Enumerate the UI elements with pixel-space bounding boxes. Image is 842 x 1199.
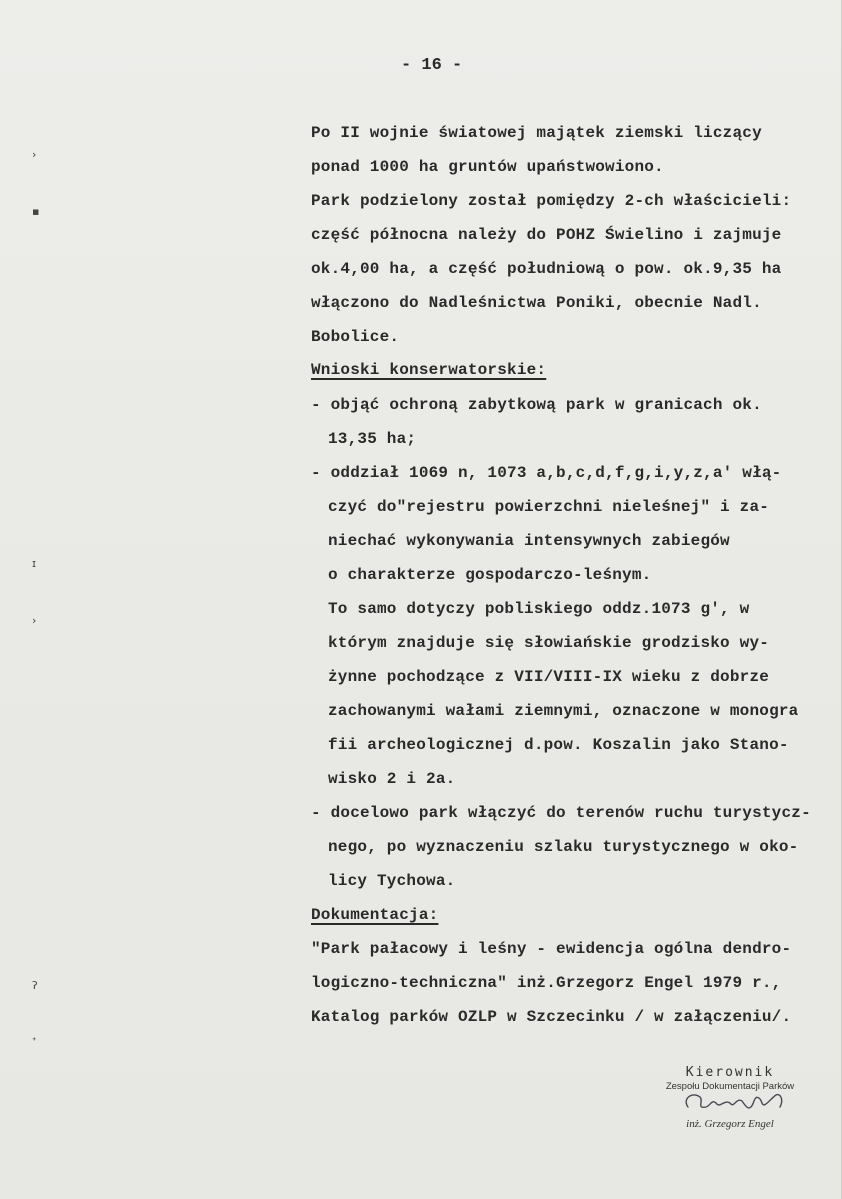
margin-mark: ʔ: [32, 979, 38, 992]
text-line: licy Tychowa.: [328, 872, 456, 890]
stamp-title: Kierownik: [685, 1065, 775, 1080]
text-line: Park podzielony został pomiędzy 2-ch właścicieli:: [311, 192, 792, 210]
text-line: fii archeologicznej d.pow. Koszalin jako Stano-: [328, 736, 789, 754]
margin-mark: ɪ: [32, 557, 37, 570]
text-line: - docelowo park włączyć do terenów ruchu turystycz-: [311, 804, 811, 822]
text-line: o charakterze gospodarczo-leśnym.: [328, 566, 652, 584]
margin-mark: ›: [32, 148, 37, 161]
section-heading-documentation: Dokumentacja:: [311, 906, 439, 924]
text-line: niechać wykonywania intensywnych zabiegów: [328, 532, 730, 550]
text-line: wisko 2 i 2a.: [328, 770, 456, 788]
text-line: Katalog parków OZLP w Szczecinku / w załączeniu/.: [311, 1008, 792, 1026]
text-line: 13,35 ha;: [328, 430, 417, 448]
handwritten-signature: [680, 1087, 790, 1117]
margin-mark: ᐩ: [32, 1035, 37, 1048]
text-line: "Park pałacowy i leśny - ewidencja ogólna dendro-: [311, 940, 792, 958]
text-line: zachowanymi wałami ziemnymi, oznaczone w monogra: [328, 702, 799, 720]
text-line: żynne pochodzące z VII/VIII-IX wieku z dobrze: [328, 668, 770, 686]
stamp-unit: Zespołu Dokumentacji Parków: [665, 1081, 795, 1092]
margin-mark: ▪: [32, 205, 40, 218]
text-line: nego, po wyznaczeniu szlaku turystycznego w oko-: [328, 838, 799, 856]
text-line: Po II wojnie światowej majątek ziemski liczący: [311, 124, 762, 142]
stamp-name: inż. Grzegorz Engel: [686, 1118, 774, 1130]
text-line: logiczno-techniczna" inż.Grzegorz Engel 1979 r.,: [311, 974, 782, 992]
text-line: którym znajduje się słowiańskie grodzisko wy-: [328, 634, 770, 652]
text-line: czyć do"rejestru powierzchni nieleśnej" i za-: [328, 498, 770, 516]
text-line: część północna należy do POHZ Świelino i zajmuje: [311, 226, 782, 244]
page-number: - 16 -: [401, 56, 463, 75]
margin-mark: ›: [32, 614, 37, 627]
text-line: To samo dotyczy pobliskiego oddz.1073 g', w: [328, 600, 750, 618]
text-line: ok.4,00 ha, a część południową o pow. ok.9,35 ha: [311, 260, 782, 278]
section-heading-conservation: Wnioski konserwatorskie:: [311, 361, 547, 379]
signature-stamp: [640, 1065, 820, 1130]
text-line: Bobolice.: [311, 328, 400, 346]
text-line: włączono do Nadleśnictwa Poniki, obecnie Nadl.: [311, 294, 762, 312]
text-line: - objąć ochroną zabytkową park w granicach ok.: [311, 396, 762, 414]
text-line: ponad 1000 ha gruntów upaństwowiono.: [311, 158, 664, 176]
text-line: - oddział 1069 n, 1073 a,b,c,d,f,g,i,y,z,a' włą-: [311, 464, 782, 482]
